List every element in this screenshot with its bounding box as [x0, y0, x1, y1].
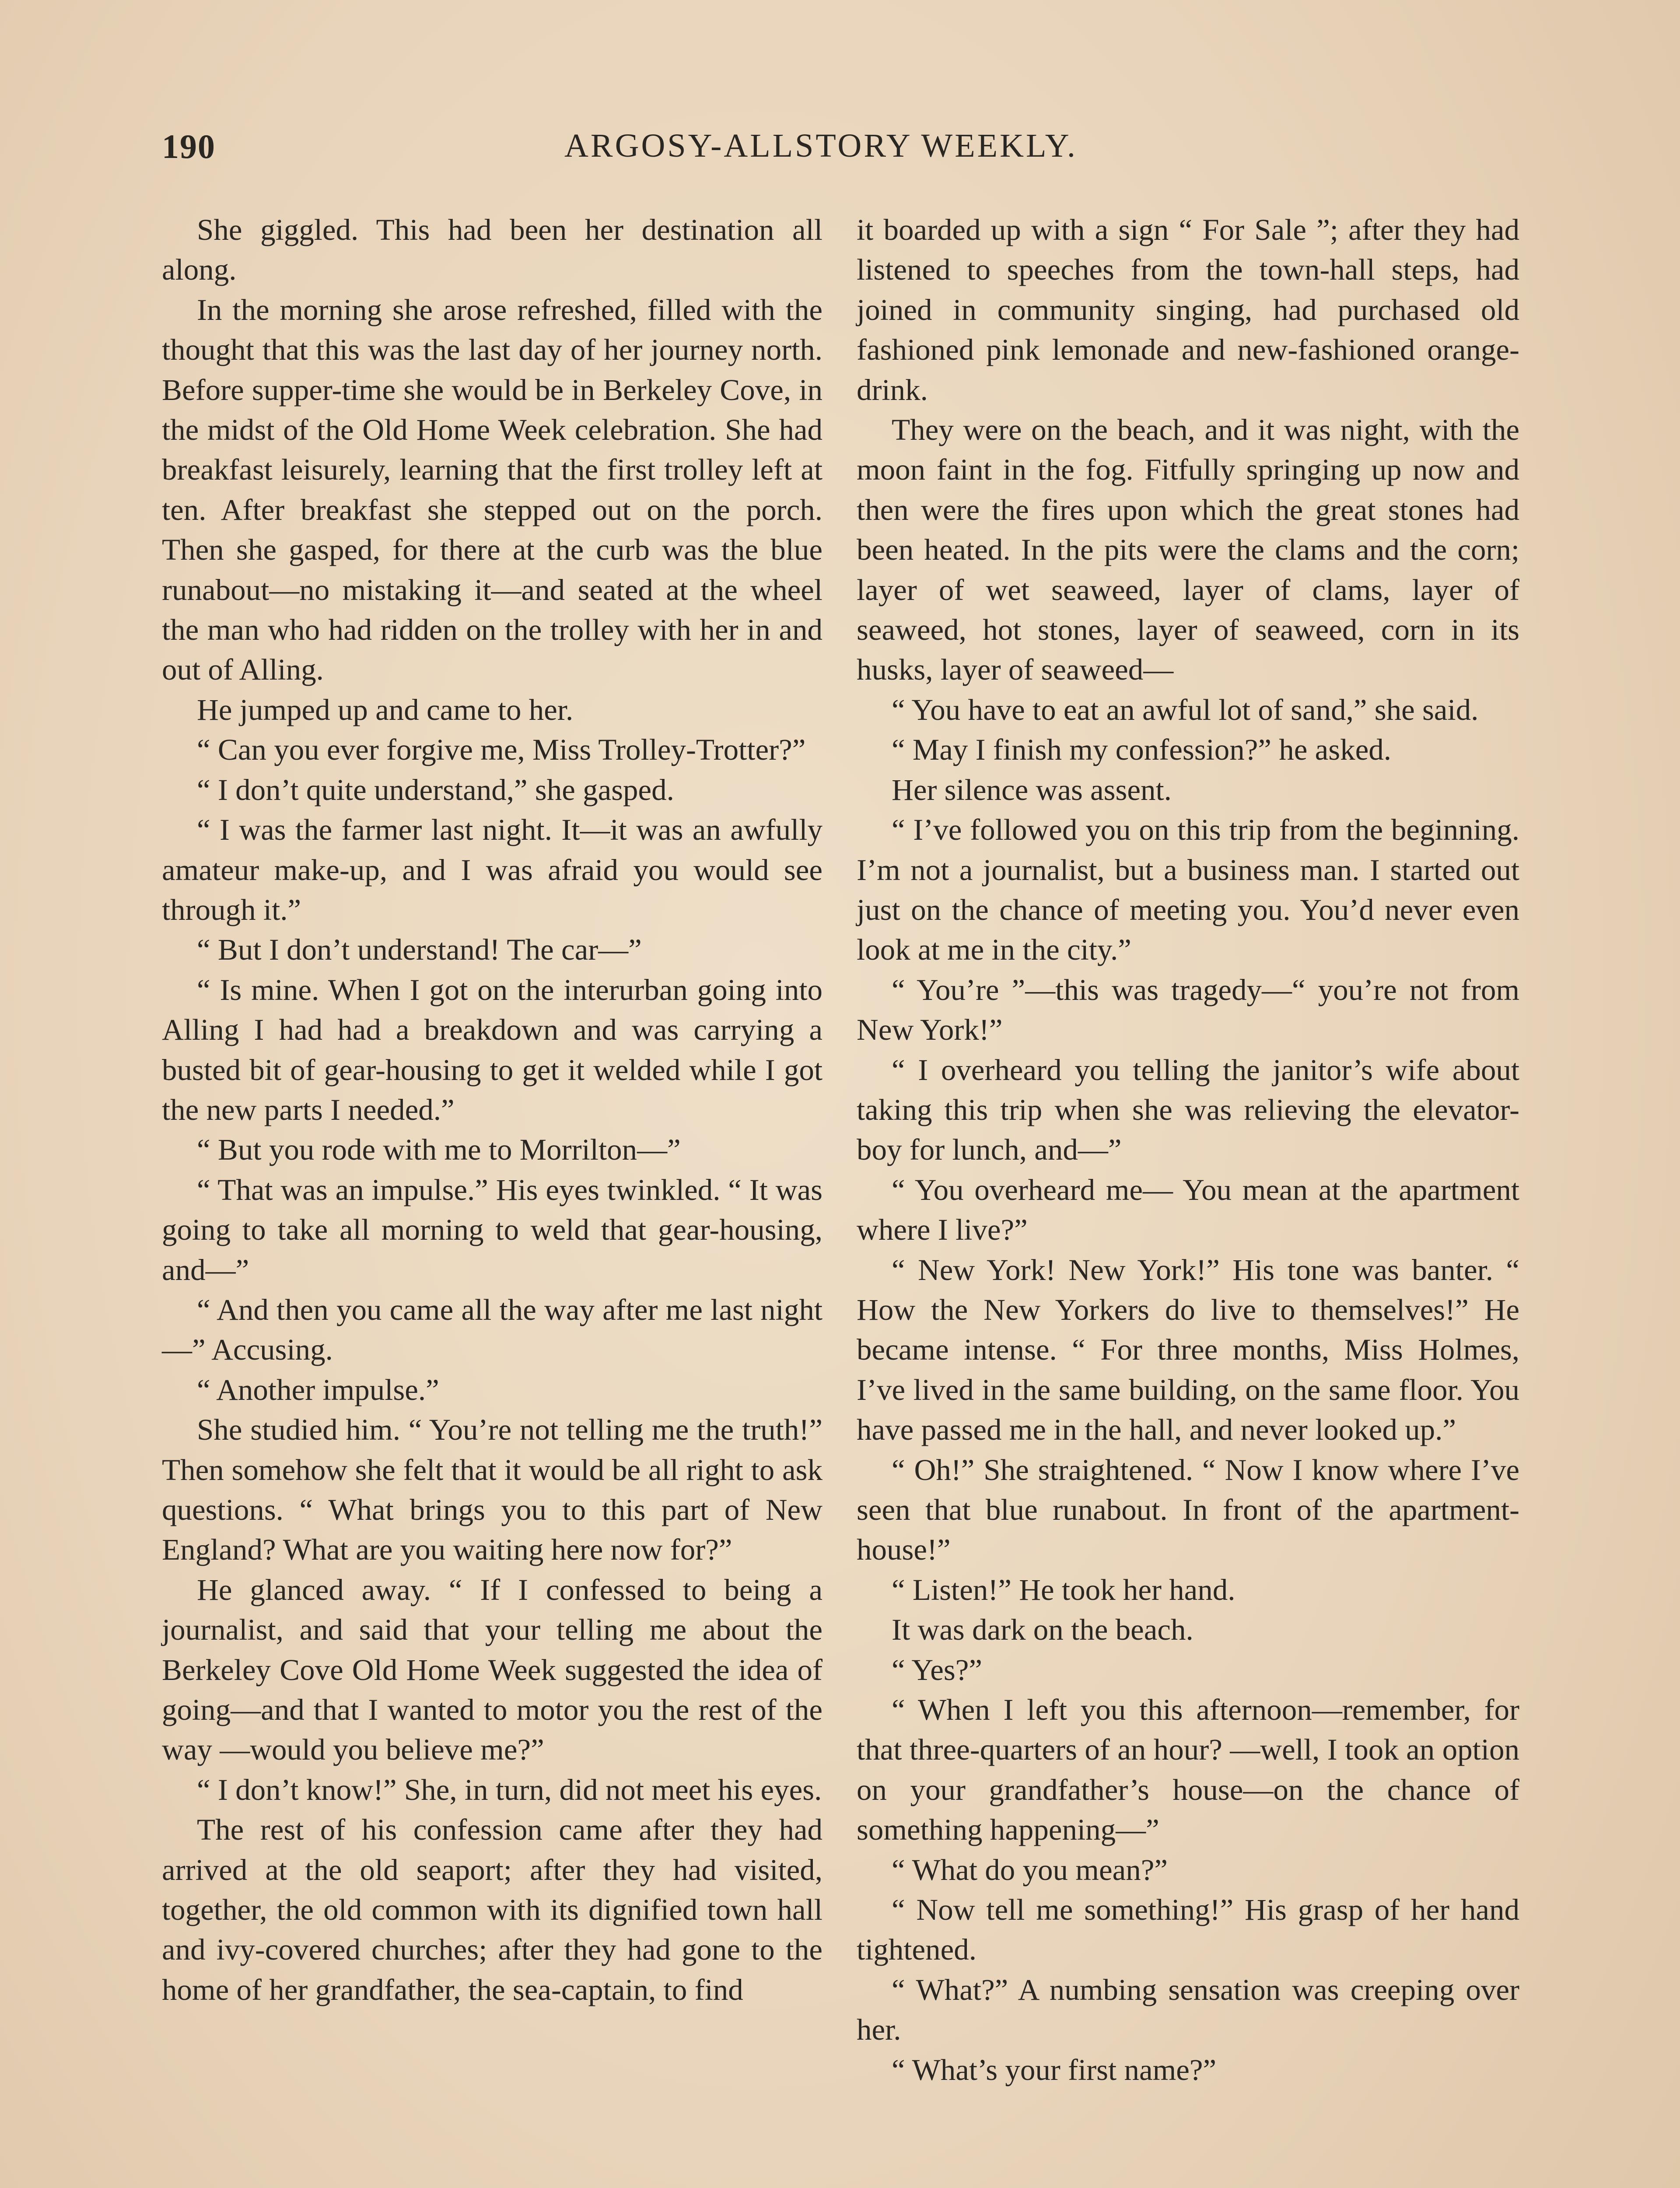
- paragraph-continued: it boarded up with a sign “ For Sale ”; after they had listened to speeches from the town-hall steps, had joined in community singing, had purchased old fashioned pink lemonade and new-fashioned orange-drink.: [857, 213, 1519, 407]
- paragraph: “ Yes?”: [892, 1653, 982, 1687]
- paragraph: “ And then you came all the way after me last night—” Accusing.: [162, 1293, 822, 1367]
- paragraph: “ Now tell me something!” His grasp of her hand tightened.: [857, 1893, 1519, 1967]
- paragraph: “ I was the farmer last night. It—it was an awfully amateur make-up, and I was afraid you would see through it.”: [162, 813, 822, 926]
- paragraph: “ Oh!” She straightened. “ Now I know where I’ve seen that blue runabout. In front of the apartment-house!”: [857, 1453, 1519, 1567]
- right-column: [857, 210, 1519, 2090]
- paragraph: She giggled. This had been her destination all along.: [162, 213, 822, 287]
- paragraph: “ Listen!” He took her hand.: [892, 1573, 1236, 1606]
- paragraph: He glanced away. “ If I confessed to being a journalist, and said that your telling me about the Berkeley Cove Old Home Week suggested the idea of going—and that I wanted to motor you the rest of the way —would you believe me?”: [162, 1573, 822, 1767]
- paragraph: The rest of his confession came after they had arrived at the old seaport; after they had visited, together, the old common with its dignified town hall and ivy-covered churches; after they had gone to the home of her grandfather, the sea-captain, to find: [162, 1813, 822, 2006]
- left-column: [162, 210, 822, 2010]
- paragraph: “ You overheard me— You mean at the apartment where I live?”: [857, 1173, 1519, 1247]
- paragraph: It was dark on the beach.: [892, 1613, 1194, 1647]
- paragraph: She studied him. “ You’re not telling me the truth!” Then somehow she felt that it would be all right to ask questions. “ What brings you to this part of New England? What are you waiting here now for?”: [162, 1413, 822, 1567]
- paragraph: In the morning she arose refreshed, filled with the thought that this was the last day of her journey north. Before supper-time she would be in Berkeley Cove, in the midst of the Old Home Week celebration. She had breakfast leisurely, learning that the first trolley left at ten. After breakfast she stepped out on the porch. Then she gasped, for there at the curb was the blue runabout—no mistaking it—and seated at the wheel the man who had ridden on the trolley with her in and out of Alling.: [162, 293, 822, 687]
- paragraph: “ Another impulse.”: [197, 1373, 439, 1406]
- paragraph: They were on the beach, and it was night, with the moon faint in the fog. Fitfully springing up now and then were the fires upon which the great stones had been heated. In the pits were the clams and the corn; layer of wet seaweed, layer of clams, layer of seaweed, hot stones, layer of seaweed, corn in its husks, layer of seaweed—: [857, 413, 1519, 687]
- paragraph: “ But you rode with me to Morrilton—”: [197, 1133, 681, 1167]
- paragraph: “ I overheard you telling the janitor’s wife about taking this trip when she was relieving the elevator-boy for lunch, and—”: [857, 1053, 1519, 1167]
- paragraph: “ You have to eat an awful lot of sand,” she said.: [892, 693, 1479, 726]
- paragraph: “ You’re ”—this was tragedy—“ you’re not from New York!”: [857, 973, 1519, 1047]
- paragraph: “ May I finish my confession?” he asked.: [892, 733, 1392, 767]
- paragraph: “ Can you ever forgive me, Miss Trolley-Trotter?”: [197, 733, 806, 767]
- paragraph: He jumped up and came to her.: [197, 693, 574, 726]
- paragraph: “ But I don’t understand! The car—”: [197, 933, 642, 967]
- paragraph: “ Is mine. When I got on the interurban going into Alling I had had a breakdown and was carrying a busted bit of gear-housing to get it welded while I got the new parts I needed.”: [162, 973, 822, 1126]
- paragraph: “ New York! New York!” His tone was banter. “ How the New Yorkers do live to themselves!” He became intense. “ For three months, Miss Holmes, I’ve lived in the same building, on the same floor. You have passed me in the hall, and never looked up.”: [857, 1253, 1519, 1447]
- paragraph: “ I don’t quite understand,” she gasped.: [197, 773, 674, 806]
- paragraph: “ What do you mean?”: [892, 1853, 1168, 1886]
- paragraph: “ I’ve followed you on this trip from the beginning. I’m not a journalist, but a business man. I started out just on the chance of meeting you. You’d never even look at me in the city.”: [857, 813, 1519, 967]
- paragraph: Her silence was assent.: [892, 773, 1172, 806]
- running-title: ARGOSY-ALLSTORY WEEKLY.: [564, 127, 1078, 164]
- paragraph: “ I don’t know!” She, in turn, did not meet his eyes.: [197, 1773, 822, 1806]
- paragraph: “ What’s your first name?”: [892, 2053, 1217, 2086]
- page-header: [162, 127, 1518, 179]
- paragraph: “ What?” A numbing sensation was creeping over her.: [857, 1973, 1519, 2047]
- page-number: 190: [162, 127, 216, 165]
- paragraph: “ When I left you this afternoon—remember, for that three-quarters of an hour? —well, I took an option on your grandfather’s house—on the chance of something happening—”: [857, 1693, 1519, 1847]
- paragraph: “ That was an impulse.” His eyes twinkled. “ It was going to take all morning to weld that gear-housing, and—”: [162, 1173, 822, 1287]
